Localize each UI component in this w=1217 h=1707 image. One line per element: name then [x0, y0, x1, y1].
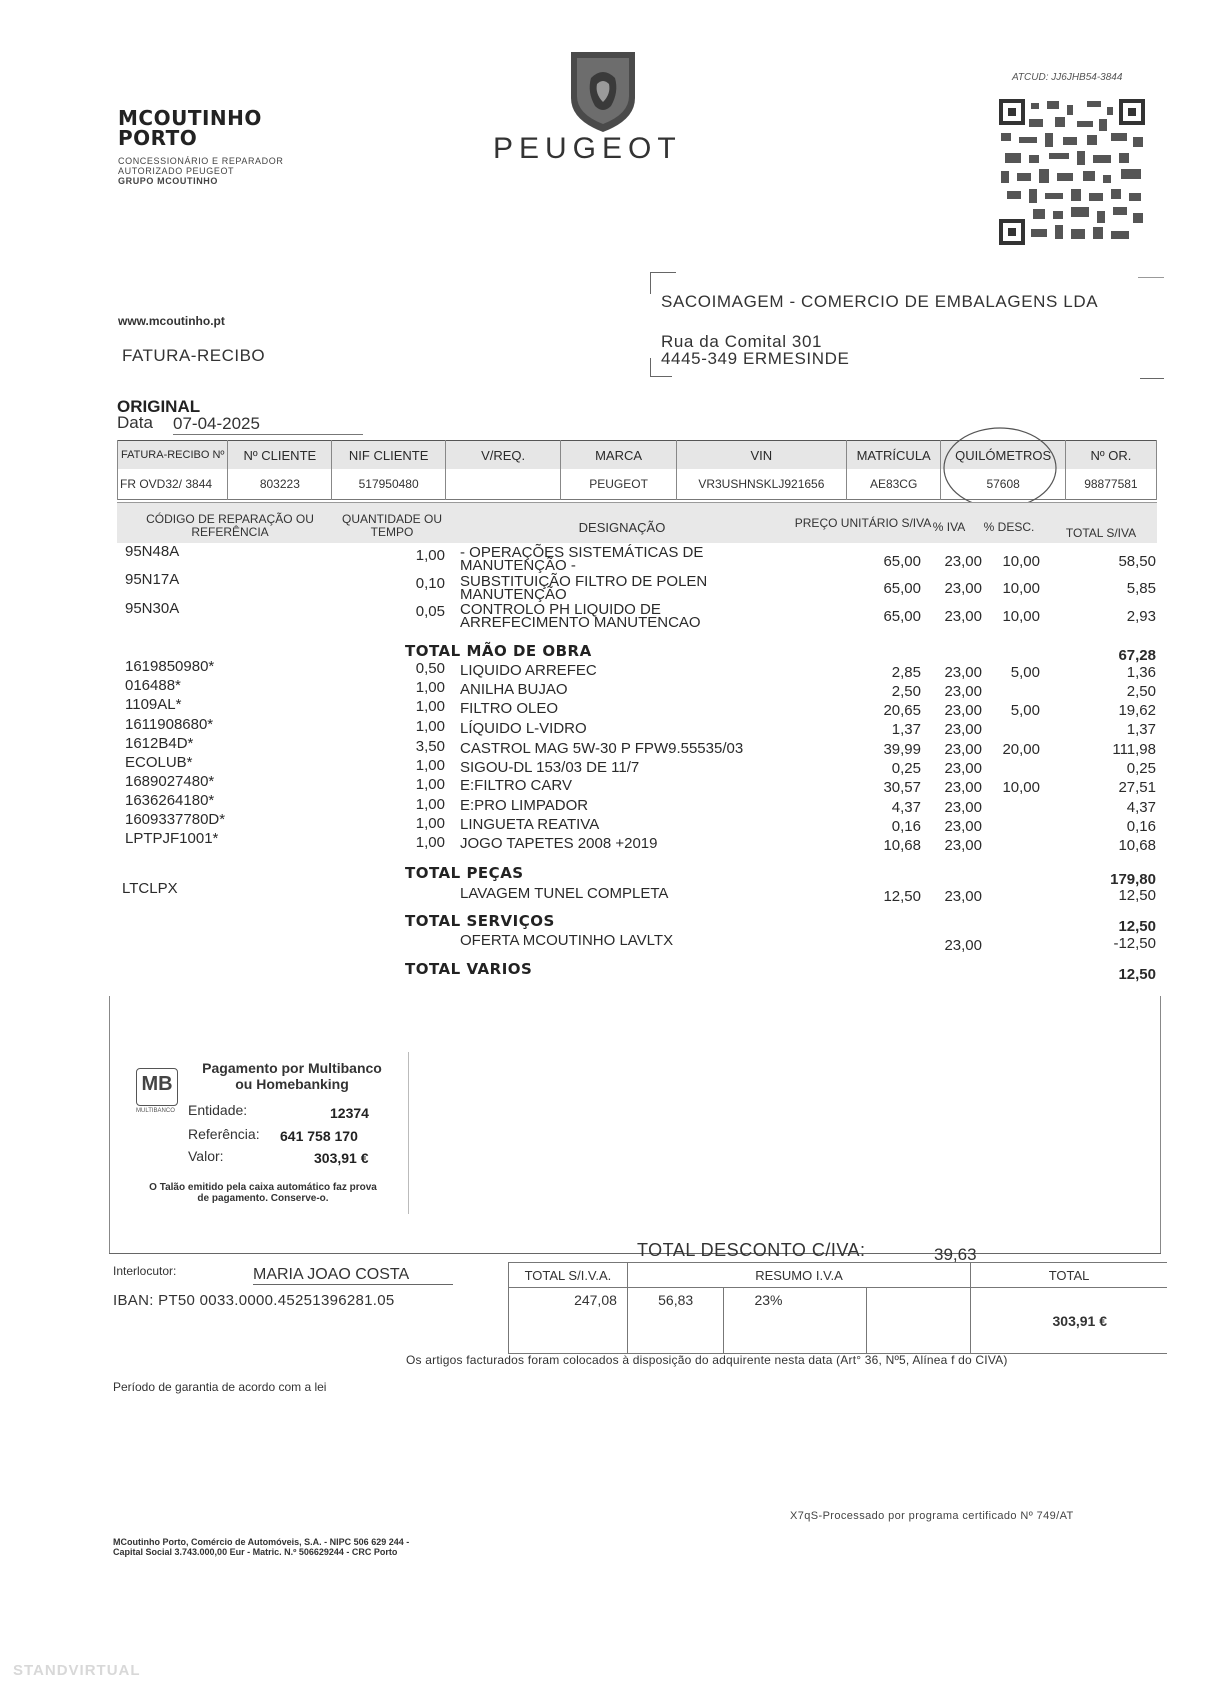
part-iva: 23,00 — [944, 664, 982, 681]
part-desc: SIGOU-DL 153/03 DE 11/7 — [460, 759, 640, 776]
offer-desc: OFERTA MCOUTINHO LAVLTX — [460, 932, 674, 949]
summary-grand-total: 303,91 € — [971, 1288, 1167, 1354]
col-desc: DESIGNAÇÃO — [578, 520, 666, 535]
line-desc: - OPERAÇÕES SISTEMÁTICAS DE — [460, 544, 704, 561]
line-code: 95N17A — [125, 571, 180, 588]
part-code: 1609337780D* — [125, 811, 226, 828]
offer-iva: 23,00 — [944, 937, 982, 954]
part-unit: 0,25 — [891, 760, 921, 777]
line-desc-2: MANUTENÇÃO — [460, 586, 567, 603]
header-label-client: Nº CLIENTE — [228, 441, 332, 470]
company-tagline-2: AUTORIZADO PEUGEOT — [118, 166, 235, 176]
part-iva: 23,00 — [944, 799, 982, 816]
part-desc: LINGUETA REATIVA — [460, 816, 600, 833]
atcud-code: ATCUD: JJ6JHB54-3844 — [1012, 72, 1123, 83]
part-qty: 1,00 — [415, 815, 445, 832]
vreq-value — [446, 469, 561, 500]
part-desc: JOGO TAPETES 2008 +2019 — [460, 835, 658, 852]
entity-value: 12374 — [330, 1105, 369, 1121]
header-label-km: QUILÓMETROS — [941, 441, 1065, 470]
header-label-vreq: V/REQ. — [446, 441, 561, 470]
payment-title-line2: ou Homebanking — [235, 1076, 349, 1092]
part-unit: 2,85 — [891, 664, 921, 681]
part-qty: 1,00 — [415, 776, 445, 793]
part-unit: 1,37 — [891, 721, 921, 738]
total-services-value: 12,50 — [1118, 918, 1156, 935]
part-code: 1619850980* — [125, 658, 215, 675]
part-desc: E:PRO LIMPADOR — [460, 797, 589, 814]
reference-label: Referência: — [188, 1126, 260, 1142]
col-unit-price: PREÇO UNITÁRIO S/IVA — [794, 516, 932, 530]
payment-title-line1: Pagamento por Multibanco — [202, 1060, 382, 1076]
invoice-number: FR OVD32/ 3844 — [118, 469, 228, 500]
interlocutor-label: Interlocutor: — [113, 1264, 177, 1278]
line-unit: 65,00 — [883, 580, 921, 597]
discount-total-value: 39,63 — [934, 1245, 977, 1264]
customer-name: SACOIMAGEM - COMERCIO DE EMBALAGENS LDA — [661, 292, 1099, 311]
summary-header-total: TOTAL — [971, 1263, 1167, 1288]
col-discount: % DESC. — [983, 520, 1035, 534]
software-certification: X7qS-Processado por programa certificado Nº 749/AT — [790, 1510, 1074, 1522]
multibanco-logo: MB — [136, 1068, 178, 1106]
footer-line1: MCoutinho Porto, Comércio de Automóveis, S.A. - NIPC 506 629 244 - — [113, 1537, 410, 1547]
total-various-value: 12,50 — [1118, 966, 1156, 983]
line-disc: 10,00 — [1002, 553, 1040, 570]
line-desc: SUBSTITUIÇÃO FILTRO DE POLEN — [460, 573, 708, 590]
client-nif: 517950480 — [332, 469, 446, 500]
line-unit: 65,00 — [883, 553, 921, 570]
line-qty: 1,00 — [415, 547, 445, 564]
header-label-nif: NIF CLIENTE — [332, 441, 446, 470]
line-total: 2,93 — [1126, 608, 1156, 625]
part-code: 1612B4D* — [125, 735, 194, 752]
offer-total: -12,50 — [1113, 935, 1156, 952]
part-desc: FILTRO OLEO — [460, 700, 559, 717]
part-iva: 23,00 — [944, 741, 982, 758]
col-iva: % IVA — [932, 520, 966, 534]
part-desc: E:FILTRO CARV — [460, 777, 572, 794]
vehicle-brand: PEUGEOT — [561, 469, 677, 500]
part-disc: 5,00 — [1010, 664, 1040, 681]
or-number: 98877581 — [1065, 469, 1156, 500]
part-iva: 23,00 — [944, 683, 982, 700]
line-code: 95N30A — [125, 600, 180, 617]
service-desc: LAVAGEM TUNEL COMPLETA — [460, 885, 669, 902]
part-qty: 3,50 — [415, 738, 445, 755]
multibanco-payment-box — [118, 1052, 409, 1214]
original-label: ORIGINAL — [117, 397, 201, 416]
line-qty: 0,10 — [415, 575, 445, 592]
customer-address-line1: Rua da Comital 301 — [661, 332, 823, 351]
discount-total-label: TOTAL DESCONTO C/IVA: — [637, 1240, 866, 1260]
client-number: 803223 — [228, 469, 332, 500]
part-total: 4,37 — [1126, 799, 1156, 816]
company-name-line2: PORTO — [118, 126, 198, 150]
iban: IBAN: PT50 0033.0000.45251396281.05 — [113, 1292, 395, 1309]
company-website: www.mcoutinho.pt — [118, 314, 225, 328]
part-code: 1636264180* — [125, 792, 215, 809]
line-iva: 23,00 — [944, 608, 982, 625]
service-iva: 23,00 — [944, 888, 982, 905]
line-total: 58,50 — [1118, 553, 1156, 570]
part-code: ECOLUB* — [125, 754, 193, 771]
col-code: CÓDIGO DE REPARAÇÃO OU REFERÊNCIA — [146, 512, 314, 539]
part-disc: 10,00 — [1002, 779, 1040, 796]
part-iva: 23,00 — [944, 818, 982, 835]
line-disc: 10,00 — [1002, 608, 1040, 625]
invoice-date: 07-04-2025 — [173, 414, 363, 435]
part-total: 0,25 — [1126, 760, 1156, 777]
col-qty: QUANTIDADE OU TEMPO — [341, 512, 442, 539]
col-total: TOTAL S/IVA — [1065, 526, 1137, 540]
line-code: 95N48A — [125, 543, 180, 560]
multibanco-logo-subtitle: MULTIBANCO — [136, 1108, 175, 1114]
line-iva: 23,00 — [944, 580, 982, 597]
header-label-invoice: FATURA-RECIBO Nº — [118, 441, 228, 470]
part-iva: 23,00 — [944, 837, 982, 854]
part-total: 19,62 — [1118, 702, 1156, 719]
total-services-label: TOTAL SERVIÇOS — [405, 912, 555, 930]
line-desc-2: MANUTENÇÃO - — [460, 557, 576, 574]
payment-value-label: Valor: — [188, 1148, 224, 1164]
part-qty: 0,50 — [415, 660, 445, 677]
summary-total-siva: 247,08 — [509, 1288, 628, 1354]
part-qty: 1,00 — [415, 679, 445, 696]
part-qty: 1,00 — [415, 796, 445, 813]
part-qty: 1,00 — [415, 834, 445, 851]
part-total: 111,98 — [1112, 741, 1156, 758]
header-label-brand: MARCA — [561, 441, 677, 470]
part-unit: 4,37 — [891, 799, 921, 816]
summary-table — [508, 1262, 1167, 1354]
part-total: 1,36 — [1126, 664, 1156, 681]
watermark: STANDVIRTUAL — [13, 1662, 141, 1679]
line-unit: 65,00 — [883, 608, 921, 625]
service-unit: 12,50 — [883, 888, 921, 905]
entity-label: Entidade: — [188, 1102, 248, 1118]
vehicle-vin: VR3USHNSKLJ921656 — [676, 469, 846, 500]
part-iva: 23,00 — [944, 760, 982, 777]
part-unit: 20,65 — [883, 702, 921, 719]
total-labour-value: 67,28 — [1118, 647, 1156, 664]
part-desc: LÍQUIDO L-VIDRO — [460, 720, 587, 737]
part-total: 2,50 — [1126, 683, 1156, 700]
brand-name: PEUGEOT — [493, 132, 682, 165]
summary-vat-rate: 23% — [724, 1288, 867, 1354]
part-unit: 2,50 — [891, 683, 921, 700]
line-iva: 23,00 — [944, 553, 982, 570]
payment-note-line1: O Talão emitido pela caixa automático faz prova — [149, 1182, 377, 1193]
part-code: 1611908680* — [125, 716, 214, 733]
part-unit: 0,16 — [891, 818, 921, 835]
part-desc: CASTROL MAG 5W-30 P FPW9.55535/03 — [460, 740, 744, 757]
part-iva: 23,00 — [944, 702, 982, 719]
disposition-note: Os artigos facturados foram colocados à disposição do adquirente nesta data (Art° 36, Nº5, Alínea f do CIVA) — [406, 1353, 1008, 1367]
total-various-label: TOTAL VARIOS — [405, 960, 533, 978]
reference-value: 641 758 170 — [280, 1128, 358, 1144]
part-total: 10,68 — [1118, 837, 1156, 854]
company-tagline-3: GRUPO MCOUTINHO — [118, 176, 218, 186]
service-total: 12,50 — [1118, 887, 1156, 904]
total-labour-label: TOTAL MÃO DE OBRA — [405, 642, 592, 660]
part-code: 016488* — [125, 677, 181, 694]
handwritten-circle-icon — [940, 422, 1060, 514]
part-disc: 5,00 — [1010, 702, 1040, 719]
footer-line2: Capital Social 3.743.000,00 Eur - Matric. N.º 506629244 - CRC Porto — [113, 1547, 398, 1557]
qr-code-icon — [997, 97, 1147, 247]
part-desc: ANILHA BUJAO — [460, 681, 568, 698]
payment-note-line2: de pagamento. Conserve-o. — [197, 1193, 329, 1204]
line-disc: 10,00 — [1002, 580, 1040, 597]
part-qty: 1,00 — [415, 698, 445, 715]
part-iva: 23,00 — [944, 779, 982, 796]
part-code: 1689027480* — [125, 773, 215, 790]
payment-value: 303,91 € — [314, 1150, 369, 1166]
part-unit: 10,68 — [883, 837, 921, 854]
part-desc: LIQUIDO ARREFEC — [460, 662, 597, 679]
company-name-line1: MCOUTINHO — [118, 106, 262, 130]
part-code: LPTPJF1001* — [125, 830, 219, 847]
vehicle-plate: AE83CG — [846, 469, 941, 500]
service-code: LTCLPX — [122, 880, 178, 897]
document-type: FATURA-RECIBO — [122, 346, 266, 365]
part-disc: 20,00 — [1002, 741, 1040, 758]
total-parts-label: TOTAL PEÇAS — [405, 864, 524, 882]
part-iva: 23,00 — [944, 721, 982, 738]
part-total: 1,37 — [1126, 721, 1156, 738]
company-tagline-1: CONCESSIONÁRIO E REPARADOR — [118, 156, 284, 166]
peugeot-shield-icon — [567, 48, 639, 134]
line-qty: 0,05 — [415, 603, 445, 620]
header-label-vin: VIN — [676, 441, 846, 470]
customer-address-line2: 4445-349 ERMESINDE — [661, 349, 850, 368]
part-qty: 1,00 — [415, 718, 445, 735]
warranty-note: Período de garantia de acordo com a lei — [113, 1380, 327, 1394]
line-items-column-header — [117, 502, 1157, 543]
part-total: 0,16 — [1126, 818, 1156, 835]
summary-vat-value: 56,83 — [627, 1288, 724, 1354]
part-total: 27,51 — [1118, 779, 1156, 796]
part-unit: 30,57 — [883, 779, 921, 796]
summary-header-vat: RESUMO I.V.A — [627, 1263, 970, 1288]
vehicle-km: 57608 — [941, 469, 1065, 500]
interlocutor-value: MARIA JOAO COSTA — [253, 1266, 453, 1285]
part-unit: 39,99 — [883, 741, 921, 758]
line-desc: CONTROLO PH LIQUIDO DE — [460, 601, 661, 618]
total-parts-value: 179,80 — [1110, 871, 1156, 888]
part-code: 1109AL* — [125, 696, 182, 713]
part-qty: 1,00 — [415, 757, 445, 774]
header-label-or: Nº OR. — [1065, 441, 1156, 470]
summary-header-total-siva: TOTAL S/I.V.A. — [509, 1263, 628, 1288]
line-total: 5,85 — [1126, 580, 1156, 597]
line-desc-2: ARREFECIMENTO MANUTENCAO — [460, 614, 701, 631]
date-label: Data — [117, 413, 153, 432]
header-label-plate: MATRÍCULA — [846, 441, 941, 470]
